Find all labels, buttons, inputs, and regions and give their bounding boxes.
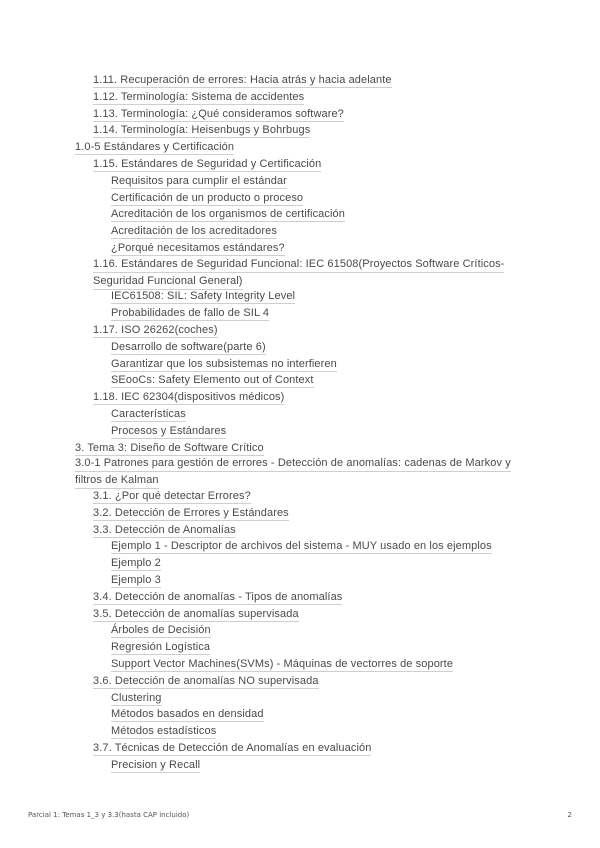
toc-entry-level-1[interactable]: [75, 140, 234, 154]
toc-entry-level-2[interactable]: [93, 741, 371, 755]
toc-entry-text: 3.1. ¿Por qué detectar Errores?: [93, 490, 251, 502]
toc-entry-level-2[interactable]: [93, 90, 304, 104]
toc-entry-text: Procesos y Estándares: [111, 424, 227, 437]
toc-entry-level-3[interactable]: [111, 174, 287, 188]
toc-entry-level-3[interactable]: [111, 241, 285, 255]
toc-entry-text: Ejemplo 1 - Descriptor de archivos del sistema - MUY usado en los ejemplos: [111, 540, 492, 553]
toc-entry-level-2[interactable]: [93, 73, 392, 87]
toc-entry-text: Árboles de Decisión: [111, 624, 211, 637]
toc-entry-level-2[interactable]: [93, 506, 289, 520]
toc-entry-level-2[interactable]: [93, 157, 321, 171]
toc-entry-text: Ejemplo 3: [111, 574, 161, 586]
toc-entry-text: 3.5. Detección de anomalías supervisada: [93, 607, 299, 620]
toc-entry-text: IEC61508: SIL: Safety Integrity Level: [111, 290, 296, 303]
toc-entry-level-2[interactable]: [93, 123, 310, 137]
toc-entry-text: 1.0-5 Estándares y Certificación: [75, 141, 235, 154]
toc-entry-level-3[interactable]: [111, 724, 216, 738]
toc-entry-level-3[interactable]: [111, 707, 264, 721]
toc-entry-level-3[interactable]: [111, 539, 492, 553]
toc-entry-level-3[interactable]: [111, 758, 200, 772]
toc-entry-text: Ejemplo 2: [111, 557, 161, 570]
toc-entry-text: Métodos estadísticos: [111, 725, 217, 738]
toc-entry-level-2[interactable]: [93, 590, 342, 604]
toc-entry-level-3[interactable]: [111, 289, 295, 303]
footer-title: Parcial 1: Temas 1_3 y 3.3(hasta CAP incluido): [28, 811, 190, 819]
toc-entry-text: Probabilidades de fallo de SIL 4: [111, 307, 270, 320]
toc-entry-level-2[interactable]: [93, 258, 504, 292]
toc-entry-text: Acreditación de los organismos de certificación: [111, 208, 345, 221]
toc-entry-text-continued: Seguridad Funcional General): [93, 275, 243, 290]
page-number: 2: [567, 811, 572, 819]
toc-entry-text: Métodos basados en densidad: [111, 708, 264, 721]
toc-entry-text-continued: filtros de Kalman: [75, 474, 159, 489]
toc-entry-level-3[interactable]: [111, 340, 266, 354]
toc-entry-level-3[interactable]: [111, 207, 345, 221]
toc-entry-text: 3.3. Detección de Anomalías: [93, 523, 236, 536]
toc-entry-text: ¿Porqué necesitamos estándares?: [111, 242, 285, 254]
toc-entry-text: 1.17. ISO 26262(coches): [93, 324, 218, 336]
toc-entry-text: Requisitos para cumplir el estándar: [111, 174, 287, 187]
toc-entry-text: 3.0-1 Patrones para gestión de errores - Detección de anomalías: cadenas de Markov y: [75, 457, 511, 472]
toc-entry-level-3[interactable]: [111, 306, 269, 320]
toc-entry-level-3[interactable]: [111, 407, 186, 421]
toc-entry-level-2[interactable]: [93, 323, 218, 337]
toc-entry-level-1[interactable]: [75, 457, 511, 491]
toc-entry-text: Características: [111, 408, 186, 420]
toc-entry-level-3[interactable]: [111, 623, 211, 637]
toc-entry-text: Precision y Recall: [111, 758, 201, 771]
toc-entry-text: 3.6. Detección de anomalías NO supervisada: [93, 674, 319, 687]
toc-entry-text: Clustering: [111, 691, 162, 704]
toc-entry-level-1[interactable]: [75, 441, 264, 455]
toc-entry-level-3[interactable]: [111, 573, 161, 587]
toc-entry-level-2[interactable]: [93, 523, 236, 537]
toc-entry-level-2[interactable]: [93, 489, 251, 503]
toc-entry-text: 1.14. Terminología: Heisenbugs y Bohrbugs: [93, 124, 311, 137]
toc-entry-level-2[interactable]: [93, 390, 284, 404]
toc-entry-level-3[interactable]: [111, 373, 314, 387]
toc-entry-text: Acreditación de los acreditadores: [111, 225, 277, 238]
toc-entry-level-2[interactable]: [93, 607, 299, 621]
toc-entry-text: 1.11. Recuperación de errores: Hacia atrás y hacia adelante: [93, 74, 392, 86]
toc-entry-level-3[interactable]: [111, 357, 337, 371]
toc-entry-level-2[interactable]: [93, 107, 344, 121]
toc-entry-level-3[interactable]: [111, 424, 226, 438]
toc-entry-level-2[interactable]: [93, 674, 319, 688]
toc-entry-text: Regresión Logística: [111, 641, 211, 654]
toc-entry-text: Garantizar que los subsistemas no interfieren: [111, 357, 337, 370]
toc-entry-text: 3. Tema 3: Diseño de Software Crítico: [75, 441, 264, 454]
toc-entry-text: 1.15. Estándares de Seguridad y Certificación: [93, 158, 322, 170]
toc-entry-text: 3.2. Detección de Errores y Estándares: [93, 506, 289, 519]
toc-entry-text: 3.7. Técnicas de Detección de Anomalías en evaluación: [93, 742, 372, 754]
toc-entry-text: SEooCs: Safety Elemento out of Context: [111, 374, 314, 387]
toc-entry-text: Certificación de un producto o proceso: [111, 191, 304, 204]
toc-entry-text: 1.18. IEC 62304(dispositivos médicos): [93, 391, 285, 404]
toc-entry-text: 1.16. Estándares de Seguridad Funcional: IEC 61508(Proyectos Software Críticos-: [93, 258, 504, 273]
toc-entry-level-3[interactable]: [111, 224, 277, 238]
toc-entry-text: 1.12. Terminología: Sistema de accidentes: [93, 90, 305, 103]
toc-entry-text: 3.4. Detección de anomalías - Tipos de anomalías: [93, 590, 343, 603]
toc-entry-level-3[interactable]: [111, 191, 303, 205]
toc-entry-text: Support Vector Machines(SVMs) - Máquinas de vectorres de soporte: [111, 658, 454, 670]
toc-entry-level-3[interactable]: [111, 640, 210, 654]
toc-entry-text: 1.13. Terminología: ¿Qué consideramos software?: [93, 107, 344, 120]
toc-entry-level-3[interactable]: [111, 657, 453, 671]
toc-entry-level-3[interactable]: [111, 556, 161, 570]
toc-entry-level-3[interactable]: [111, 691, 162, 705]
toc-entry-text: Desarrollo de software(parte 6): [111, 340, 266, 353]
